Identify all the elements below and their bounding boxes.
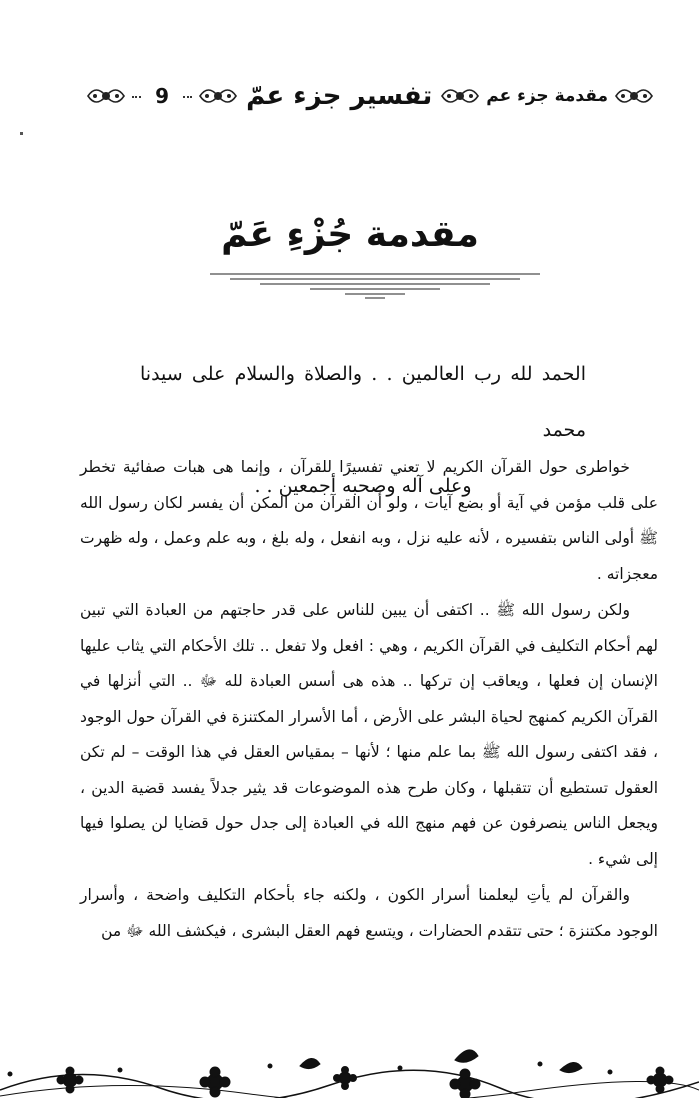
body-text: [80, 450, 658, 949]
floral-footer-decoration: [0, 1030, 699, 1098]
running-header-book-title: تفسير جزء عمّ: [246, 81, 433, 111]
ornament-icon: [196, 81, 240, 111]
title-divider: [200, 270, 550, 302]
margin-mark: [20, 132, 23, 135]
invocation-line: وعلى آله وصحبه أجمعين . .: [254, 475, 472, 497]
ornament-icon: [438, 81, 482, 111]
page-number: 9: [141, 84, 183, 108]
ornament-icon: [612, 81, 656, 111]
running-header-section: مقدمة جزء عم: [486, 86, 608, 106]
chapter-title: مقدمة جُزْءِ عَمّ: [221, 214, 479, 255]
running-header: [84, 76, 656, 116]
ornament-icon: [84, 81, 128, 111]
paragraph: خواطرى حول القرآن الكريم لا تعني تفسيرًا للقرآن ، وإنما هى هبات صفائية تخطر على قلب مؤمن في آية أو بضع آيات ، ولو أن القرآن من المكن أن يفسر لكان رسول الله ﷺ أولى الناس بتفسيره ، لأنه عليه نزل ، وبه انفعل ، وله بلغ ، وبه علم وعمل ، وله ظهرت معجزاته .: [80, 458, 658, 583]
invocation-line: الحمد لله رب العالمين . . والصلاة والسلام على سيدنا محمد: [140, 363, 586, 441]
page-number-frame: [128, 81, 196, 111]
paragraph: ولكن رسول الله ﷺ .. اكتفى أن يبين للناس على قدر حاجتهم من العبادة التي تبين لهم أحكام التكليف في القرآن الكريم ، وهي : افعل ولا تفعل .. تلك الأحكام التي يثاب عليها الإنسان إن فعلها ، ويعاقب إن تركها .. هذه هى أسس العبادة لله ﷻ .. التي أنزلها في القرآن الكريم كمنهج لحياة البشر على الأرض ، أما الأسرار المكتنزة في القرآن حول الوجود ، فقد اكتفى رسول الله ﷺ بما علم منها ؛ لأنها – بمقياس العقل في هذا الوقت – لم تكن العقول تستطيع أن تتقبلها ، وكان طرح هذه الموضوعات قد يثير جدلاً يفسد قضية الدين ، ويجعل الناس ينصرفون عن فهم منهج الله في العبادة إلى جدل حول قضايا لن يصلوا فيها إلى شيء .: [80, 601, 658, 868]
paragraph: والقرآن لم يأتِ ليعلمنا أسرار الكون ، ولكنه جاء بأحكام التكليف واضحة ، وأسرار الوجود مكتنزة ؛ حتى تتقدم الحضارات ، ويتسع فهم العقل البشرى ، فيكشف الله ﷻ من: [80, 886, 658, 940]
